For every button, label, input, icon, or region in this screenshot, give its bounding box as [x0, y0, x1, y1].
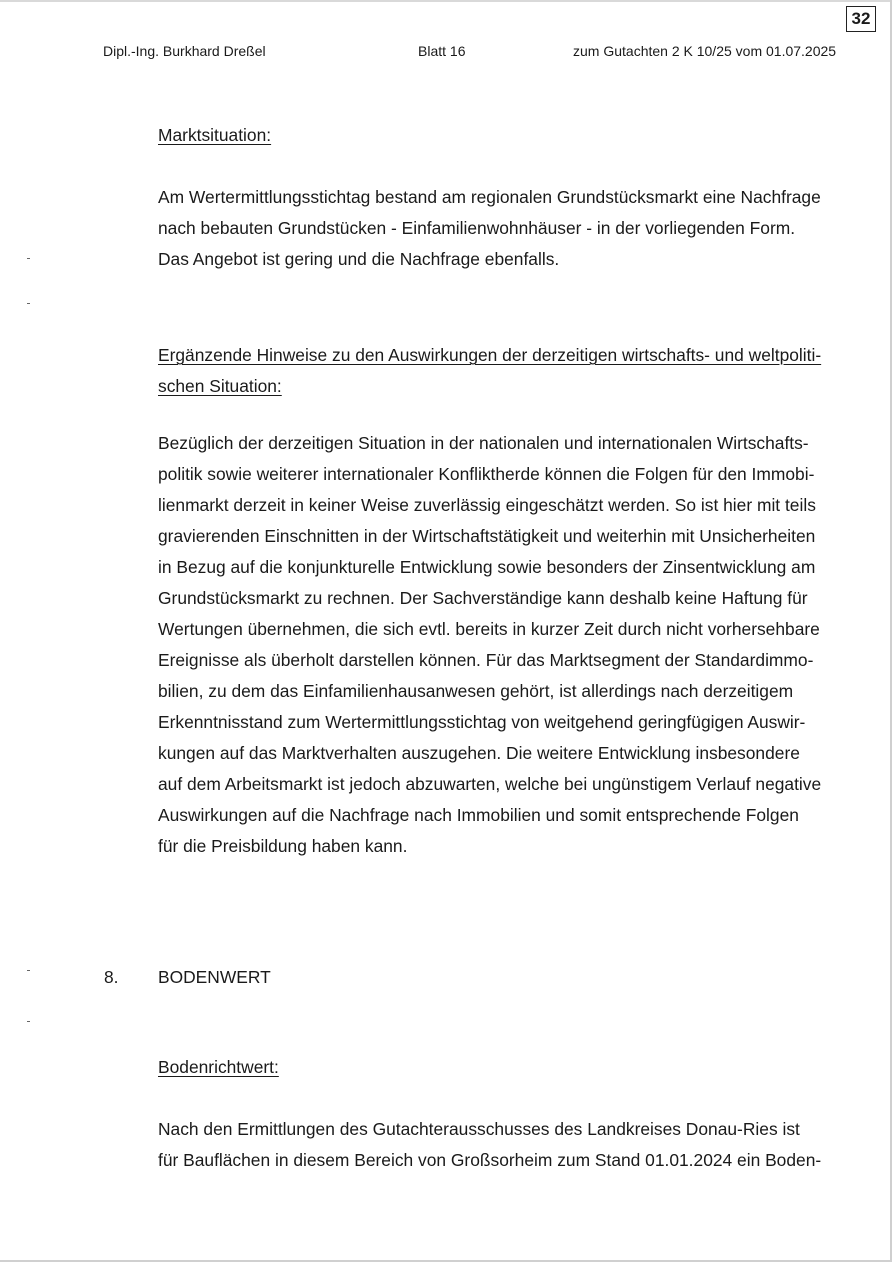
paragraph-line: Das Angebot ist gering und die Nachfrage ebenfalls. — [158, 249, 560, 269]
notes-paragraph — [158, 428, 821, 862]
margin-mark — [27, 258, 30, 259]
paragraph-line: Bezüglich der derzeitigen Situation in der nationalen und internationalen Wirtschafts- — [158, 433, 809, 453]
paragraph-line: Erkenntnisstand zum Wertermittlungsstichtag von weitgehend geringfügigen Auswir- — [158, 712, 806, 732]
paragraph-line: kungen auf das Marktverhalten auszugehen. Die weitere Entwicklung insbesondere — [158, 743, 800, 763]
notes-heading-line: schen Situation: — [158, 376, 282, 396]
paragraph-line: Auswirkungen auf die Nachfrage nach Immobilien und somit entsprechende Folgen — [158, 805, 799, 825]
paragraph-line: in Bezug auf die konjunkturelle Entwicklung sowie besonders der Zinsentwicklung am — [158, 557, 816, 577]
market-heading: Marktsituation: — [158, 125, 272, 145]
land-value-heading: Bodenrichtwert: — [158, 1057, 279, 1077]
paragraph-line: für Bauflächen in diesem Bereich von Großsorheim zum Stand 01.01.2024 ein Boden- — [158, 1150, 822, 1170]
margin-mark — [27, 1021, 30, 1022]
paragraph-line: nach bebauten Grundstücken - Einfamilienwohnhäuser - in der vorliegenden Form. — [158, 218, 796, 238]
paragraph-line: Wertungen übernehmen, die sich evtl. bereits in kurzer Zeit durch nicht vorhersehbare — [158, 619, 820, 639]
page-number-box: 32 — [846, 6, 876, 32]
paragraph-line: Am Wertermittlungsstichtag bestand am regionalen Grundstücksmarkt eine Nachfrage — [158, 187, 821, 207]
paragraph-line: auf dem Arbeitsmarkt ist jedoch abzuwarten, welche bei ungünstigem Verlauf negative — [158, 774, 822, 794]
land-value-heading-block — [158, 1052, 279, 1083]
paragraph-line: Nach den Ermittlungen des Gutachterausschusses des Landkreises Donau-Ries ist — [158, 1119, 800, 1139]
margin-mark — [27, 970, 30, 971]
land-value-paragraph — [158, 1114, 821, 1176]
paragraph-line: politik sowie weiterer internationaler Konfliktherde können die Folgen für den Immobi- — [158, 464, 815, 484]
header-sheet: Blatt 16 — [418, 43, 466, 59]
paragraph-line: lienmarkt derzeit in keiner Weise zuverlässig eingeschätzt werden. So ist hier mit teils — [158, 495, 816, 515]
header-author: Dipl.-Ing. Burkhard Dreßel — [103, 43, 266, 59]
paragraph-line: bilien, zu dem das Einfamilienhausanwesen gehört, ist allerdings nach derzeitigem — [158, 681, 794, 701]
paragraph-line: Ereignisse als überholt darstellen können. Für das Marktsegment der Standardimmo- — [158, 650, 814, 670]
scan-edge-top — [0, 0, 892, 2]
paragraph-line: Grundstücksmarkt zu rechnen. Der Sachverständige kann deshalb keine Haftung für — [158, 588, 808, 608]
paragraph-line: für die Preisbildung haben kann. — [158, 836, 408, 856]
market-paragraph — [158, 182, 821, 275]
section-number: 8. — [104, 967, 119, 987]
paragraph-line: gravierenden Einschnitten in der Wirtschaftstätigkeit und weiterhin mit Unsicherheiten — [158, 526, 816, 546]
header-reference: zum Gutachten 2 K 10/25 vom 01.07.2025 — [573, 43, 837, 59]
notes-heading-block — [158, 340, 821, 402]
notes-heading-line: Ergänzende Hinweise zu den Auswirkungen der derzeitigen wirtschafts- und weltpoliti- — [158, 345, 822, 365]
margin-mark — [27, 303, 30, 304]
section-title: BODENWERT — [158, 967, 271, 987]
market-heading-block — [158, 120, 271, 151]
